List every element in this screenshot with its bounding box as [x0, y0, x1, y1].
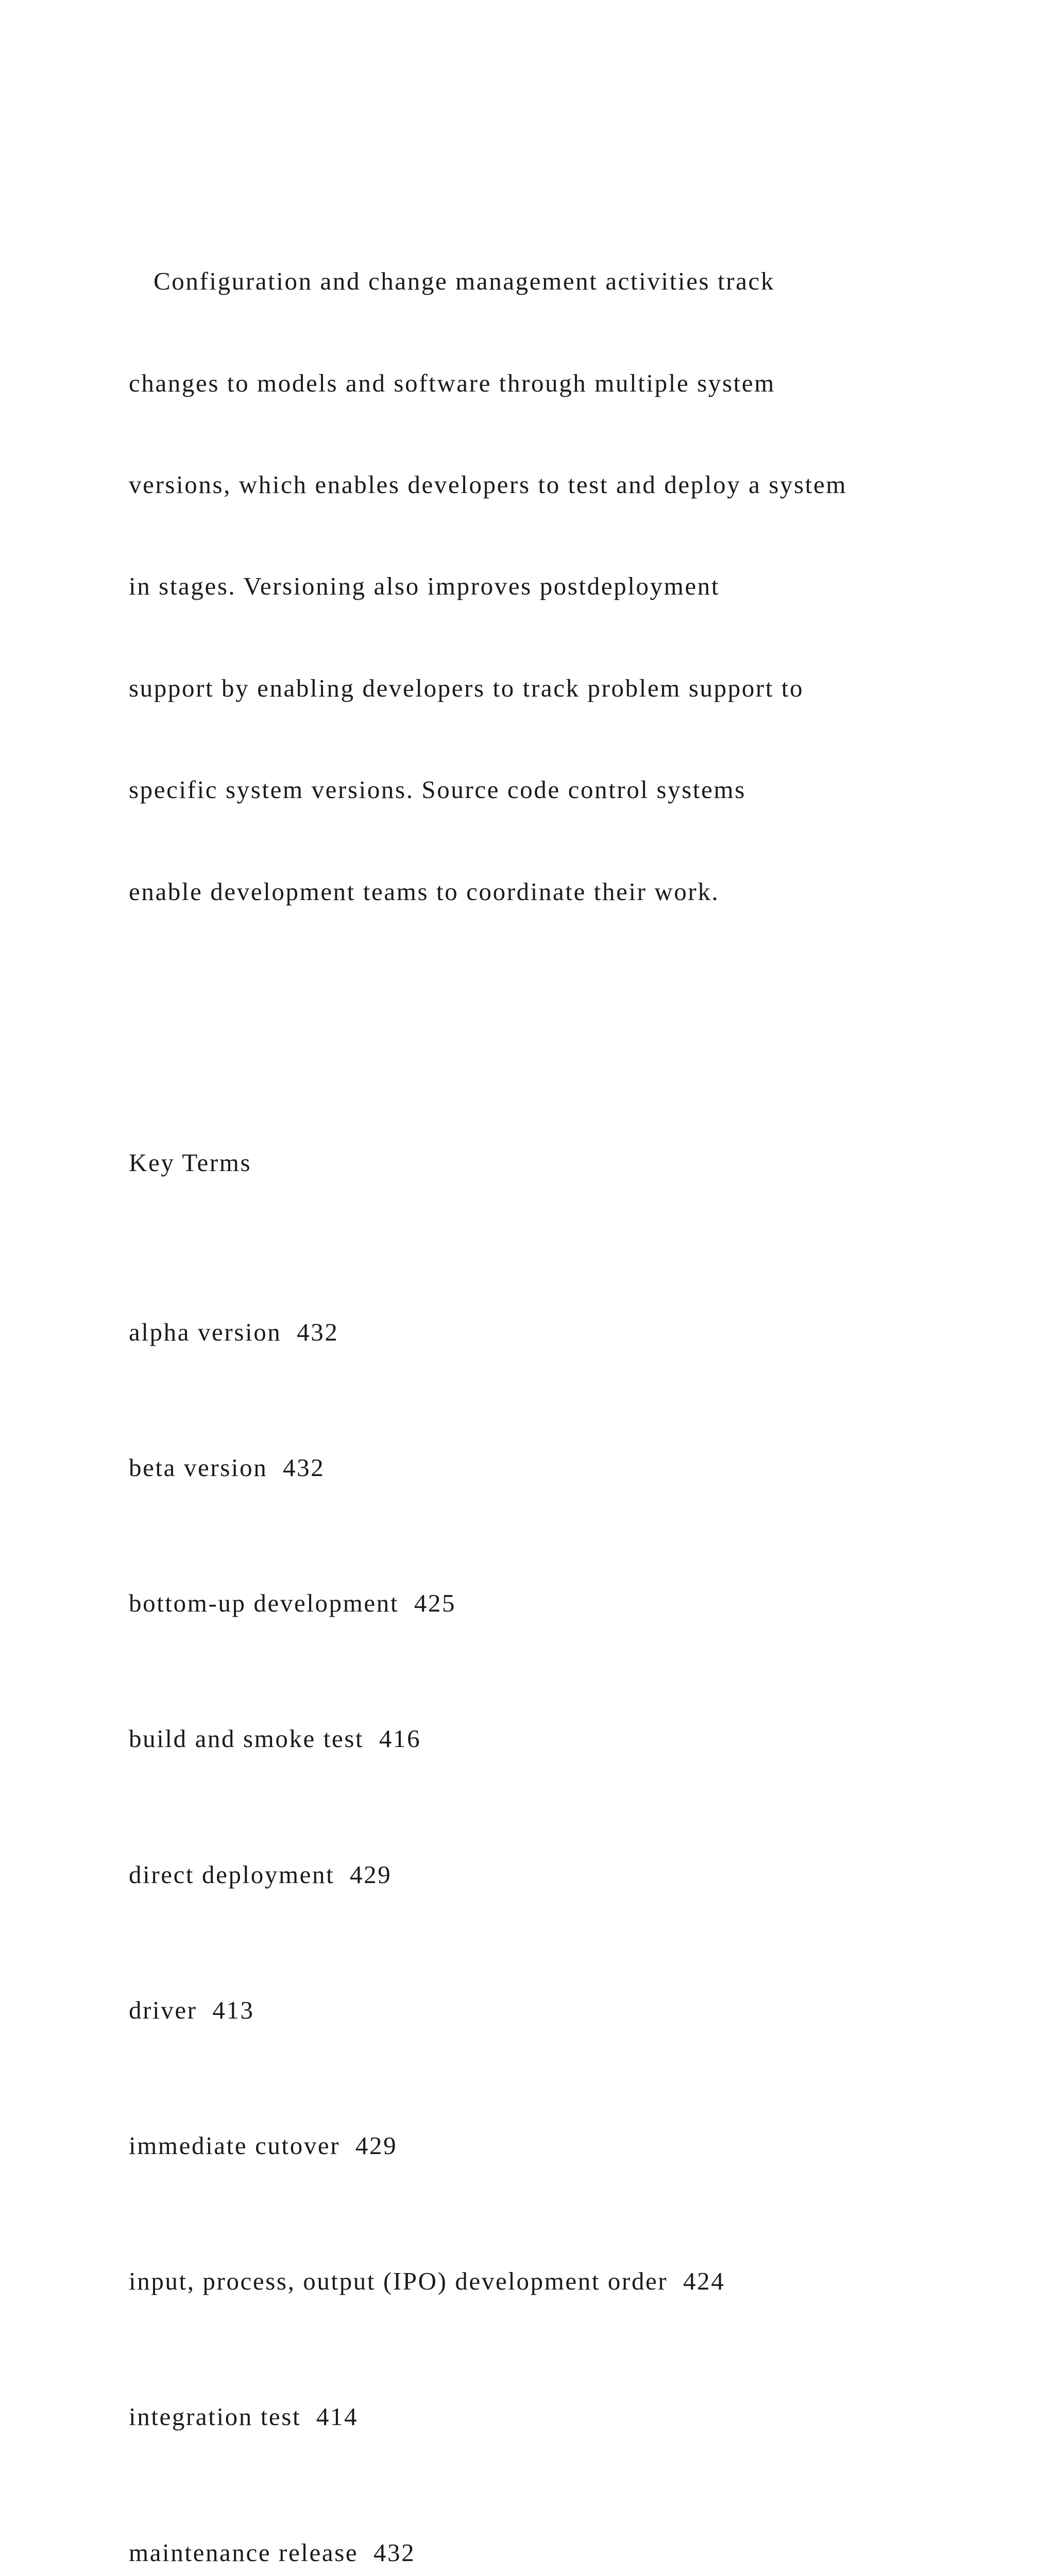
key-term: build and smoke test [129, 1724, 364, 1753]
key-term-page: 432 [297, 1317, 339, 1346]
key-term-item [129, 1858, 1005, 1926]
key-term-page: 413 [212, 1995, 254, 2024]
paragraph-line: Configuration and change management activities track [154, 267, 775, 296]
paragraph-line: support by enabling developers to track problem support to [129, 673, 804, 702]
key-term-page: 424 [683, 2267, 725, 2296]
paragraph-line: versions, which enables developers to test and deploy a system [129, 470, 847, 499]
paragraph-line: enable development teams to coordinate their work. [129, 877, 720, 906]
paragraph-line: specific system versions. Source code control systems [129, 775, 746, 804]
key-term-page: 425 [414, 1589, 456, 1618]
key-terms-list [129, 1247, 1005, 2576]
key-term: bottom-up development [129, 1589, 399, 1618]
spacer [129, 1044, 1005, 1078]
key-term: integration test [129, 2402, 301, 2431]
key-term-item [129, 1722, 1005, 1790]
key-term: maintenance release [129, 2538, 359, 2567]
document-text [129, 129, 1005, 2576]
key-term: beta version [129, 1453, 268, 1482]
key-term-item [129, 2536, 1005, 2576]
key-term-item [129, 1993, 1005, 2061]
key-term-page: 414 [316, 2402, 359, 2431]
key-term-page: 432 [373, 2538, 416, 2567]
key-term-item [129, 2264, 1005, 2332]
key-terms-heading: Key Terms [129, 1148, 252, 1177]
key-term-page: 432 [283, 1453, 325, 1482]
key-term: input, process, output (IPO) development order [129, 2267, 668, 2296]
key-term-item [129, 1586, 1005, 1654]
key-term-item [129, 1315, 1005, 1383]
key-term: alpha version [129, 1317, 282, 1346]
key-term-item [129, 2400, 1005, 2468]
key-term-page: 416 [379, 1724, 421, 1753]
key-term-page: 429 [355, 2131, 398, 2160]
key-term: driver [129, 1995, 197, 2024]
paragraph-line: in stages. Versioning also improves postdeployment [129, 572, 720, 601]
key-term-page: 429 [350, 1860, 392, 1889]
paragraph-line: changes to models and software through multiple system [129, 368, 775, 397]
body-paragraph [129, 197, 1005, 976]
key-term-item [129, 1451, 1005, 1519]
key-term-item [129, 2129, 1005, 2197]
key-term: direct deployment [129, 1860, 335, 1889]
key-term: immediate cutover [129, 2131, 341, 2160]
